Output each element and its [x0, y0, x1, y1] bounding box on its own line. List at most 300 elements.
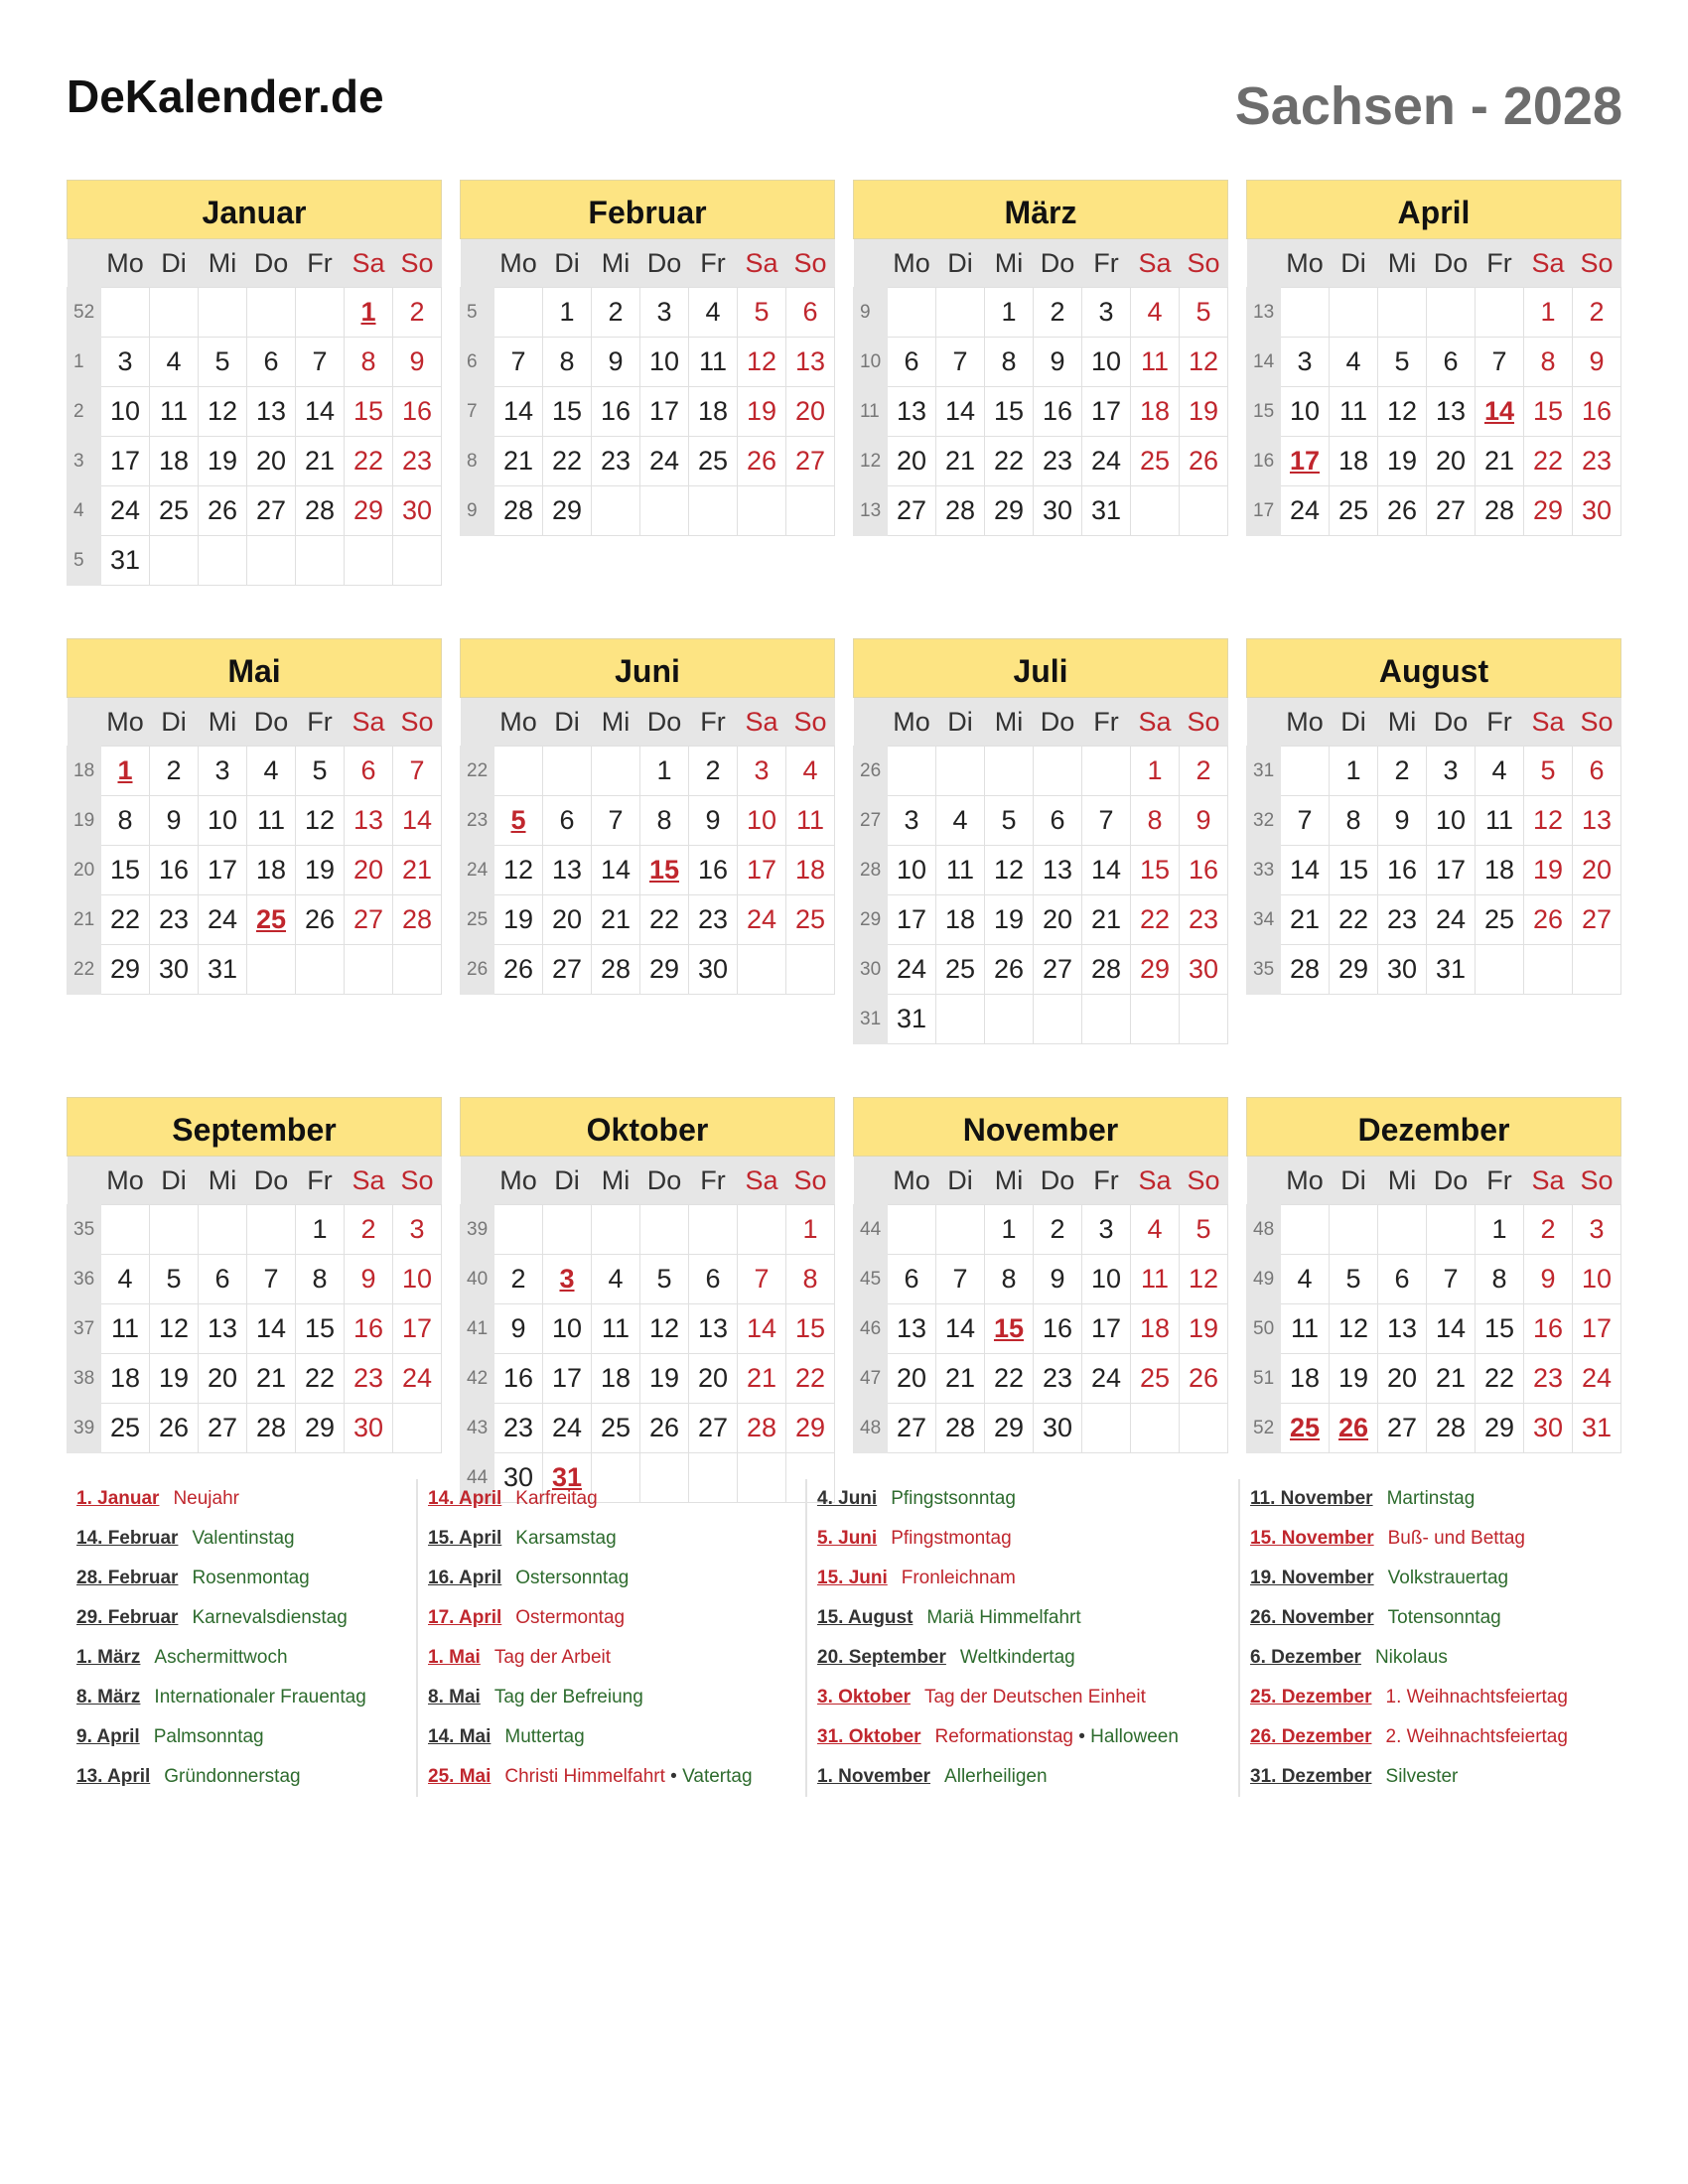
day-cell: 20 — [689, 1354, 738, 1404]
week-number: 1 — [68, 338, 101, 387]
holiday-name: Tag der Arbeit — [493, 1647, 612, 1668]
day-cell: 26 — [1524, 895, 1573, 945]
week-number: 39 — [461, 1205, 494, 1255]
day-cell: 1 — [985, 1205, 1034, 1255]
weekday-header: Mi — [592, 239, 640, 288]
day-cell: 23 — [1524, 1354, 1573, 1404]
day-cell: 14 — [738, 1304, 786, 1354]
empty-day-cell — [786, 945, 835, 995]
weekday-header: Do — [1427, 698, 1476, 747]
week-number: 5 — [68, 536, 101, 586]
week-number: 23 — [461, 796, 494, 846]
day-cell: 16 — [1378, 846, 1427, 895]
day-cell: 4 — [689, 288, 738, 338]
empty-day-cell — [592, 747, 640, 796]
day-cell: 18 — [1330, 437, 1378, 486]
week-number: 14 — [1247, 338, 1281, 387]
day-cell: 23 — [1180, 895, 1228, 945]
day-cell: 4 — [1131, 288, 1180, 338]
day-cell: 25 — [689, 437, 738, 486]
day-cell: 9 — [1034, 1255, 1082, 1304]
weekday-header: Sa — [345, 1157, 393, 1205]
holiday-date: 31. Dezember — [1250, 1766, 1372, 1787]
day-cell: 24 — [888, 945, 936, 995]
day-cell: 2 — [345, 1205, 393, 1255]
weekday-header: Do — [1034, 1157, 1082, 1205]
week-row — [461, 1354, 835, 1404]
bullet-separator: • — [664, 1766, 683, 1787]
holiday-name: Ostersonntag — [515, 1568, 630, 1588]
holiday-column — [805, 1479, 1238, 1797]
weekday-header: So — [1180, 698, 1228, 747]
day-cell: 19 — [1180, 1304, 1228, 1354]
day-cell: 21 — [936, 437, 985, 486]
week-row — [68, 945, 442, 995]
day-cell: 30 — [1034, 486, 1082, 536]
day-cell: 7 — [393, 747, 442, 796]
holiday-item — [76, 1678, 416, 1717]
day-cell: 28 — [494, 486, 543, 536]
day-cell: 11 — [786, 796, 835, 846]
day-cell: 4 — [1281, 1255, 1330, 1304]
week-row — [68, 437, 442, 486]
day-cell: 10 — [888, 846, 936, 895]
week-number-header — [854, 239, 888, 288]
day-cell: 12 — [1330, 1304, 1378, 1354]
holiday-date: 28. Februar — [76, 1568, 179, 1588]
day-cell: 8 — [1131, 796, 1180, 846]
week-number: 48 — [854, 1404, 888, 1453]
day-cell: 21 — [296, 437, 345, 486]
week-row — [1247, 1205, 1621, 1255]
month-11 — [853, 1097, 1228, 1503]
week-number: 43 — [461, 1404, 494, 1453]
weekday-header: Fr — [296, 698, 345, 747]
holiday-item — [1250, 1678, 1621, 1717]
weekday-header: Di — [543, 239, 592, 288]
day-cell: 29 — [640, 945, 689, 995]
day-cell: 16 — [1524, 1304, 1573, 1354]
day-cell: 26 — [296, 895, 345, 945]
week-number: 37 — [68, 1304, 101, 1354]
empty-day-cell — [199, 536, 247, 586]
day-cell: 20 — [1573, 846, 1621, 895]
day-cell: 1 — [1476, 1205, 1524, 1255]
week-number: 31 — [1247, 747, 1281, 796]
day-cell: 23 — [1573, 437, 1621, 486]
week-row — [854, 747, 1228, 796]
day-cell: 14 — [592, 846, 640, 895]
week-number: 48 — [1247, 1205, 1281, 1255]
day-cell: 18 — [101, 1354, 150, 1404]
empty-day-cell — [393, 536, 442, 586]
day-cell: 23 — [150, 895, 199, 945]
weekday-header: Di — [150, 239, 199, 288]
day-cell: 27 — [1378, 1404, 1427, 1453]
weekday-header: Di — [1330, 1157, 1378, 1205]
holiday-name: Aschermittwoch — [154, 1647, 288, 1668]
day-cell: 15 — [296, 1304, 345, 1354]
day-cell: 1 — [543, 288, 592, 338]
day-cell: 5 — [985, 796, 1034, 846]
day-cell: 26 — [199, 486, 247, 536]
day-cell: 7 — [296, 338, 345, 387]
week-number: 41 — [461, 1304, 494, 1354]
day-cell: 17 — [1427, 846, 1476, 895]
week-row — [854, 1205, 1228, 1255]
day-cell: 9 — [1034, 338, 1082, 387]
weekday-header: Sa — [1131, 698, 1180, 747]
month-title: Juli — [853, 638, 1228, 698]
week-row — [68, 1354, 442, 1404]
day-cell: 18 — [786, 846, 835, 895]
week-row — [1247, 747, 1621, 796]
day-cell: 31 — [1573, 1404, 1621, 1453]
week-number-header — [68, 698, 101, 747]
empty-day-cell — [247, 288, 296, 338]
day-cell: 2 — [1034, 288, 1082, 338]
bullet-separator: • — [1072, 1726, 1091, 1747]
holiday-item — [428, 1717, 805, 1757]
day-cell: 17 — [1082, 1304, 1131, 1354]
day-cell: 13 — [888, 387, 936, 437]
day-cell: 13 — [689, 1304, 738, 1354]
month-table — [67, 1157, 442, 1453]
week-number-header — [68, 1157, 101, 1205]
day-cell: 6 — [1573, 747, 1621, 796]
day-cell: 19 — [1378, 437, 1427, 486]
day-cell: 8 — [1524, 338, 1573, 387]
holiday-item — [1250, 1559, 1621, 1598]
week-row — [854, 387, 1228, 437]
weekday-header: Mi — [199, 239, 247, 288]
holiday-day-cell: 5 — [494, 796, 543, 846]
day-cell: 11 — [1131, 338, 1180, 387]
day-cell: 3 — [1281, 338, 1330, 387]
weekday-header: Mi — [592, 1157, 640, 1205]
empty-day-cell — [888, 747, 936, 796]
week-number: 6 — [461, 338, 494, 387]
weekday-header: Di — [150, 1157, 199, 1205]
weekday-header: Di — [936, 239, 985, 288]
weekday-header: Di — [1330, 698, 1378, 747]
day-cell: 7 — [592, 796, 640, 846]
holiday-name: Valentinstag — [192, 1528, 295, 1549]
day-cell: 30 — [393, 486, 442, 536]
empty-day-cell — [150, 1205, 199, 1255]
holiday-name: Rosenmontag — [192, 1568, 310, 1588]
day-cell: 10 — [640, 338, 689, 387]
empty-day-cell — [247, 536, 296, 586]
day-cell: 30 — [345, 1404, 393, 1453]
day-cell: 15 — [1131, 846, 1180, 895]
day-cell: 10 — [1573, 1255, 1621, 1304]
month-table — [460, 239, 835, 536]
week-number: 4 — [68, 486, 101, 536]
holiday-date: 26. Dezember — [1250, 1726, 1372, 1747]
month-12 — [1246, 1097, 1621, 1503]
week-number: 3 — [68, 437, 101, 486]
month-table — [853, 1157, 1228, 1453]
day-cell: 16 — [345, 1304, 393, 1354]
holiday-name: Ostermontag — [515, 1607, 626, 1628]
week-row — [461, 846, 835, 895]
holiday-item — [428, 1757, 805, 1797]
week-number: 34 — [1247, 895, 1281, 945]
month-title: September — [67, 1097, 442, 1157]
week-row — [1247, 846, 1621, 895]
day-cell: 15 — [345, 387, 393, 437]
holiday-date: 9. April — [76, 1726, 140, 1747]
day-cell: 31 — [1427, 945, 1476, 995]
holiday-date: 15. November — [1250, 1528, 1374, 1549]
day-cell: 31 — [1082, 486, 1131, 536]
day-cell: 27 — [199, 1404, 247, 1453]
holiday-item — [817, 1479, 1238, 1519]
day-cell: 1 — [296, 1205, 345, 1255]
week-number: 33 — [1247, 846, 1281, 895]
holiday-name: 1. Weihnachtsfeiertag — [1385, 1687, 1568, 1707]
holiday-date: 13. April — [76, 1766, 151, 1787]
empty-day-cell — [738, 945, 786, 995]
weekday-header: Fr — [296, 1157, 345, 1205]
holiday-date: 15. Juni — [817, 1568, 888, 1588]
day-cell: 10 — [199, 796, 247, 846]
week-number: 13 — [1247, 288, 1281, 338]
weekday-header: So — [393, 239, 442, 288]
month-row — [67, 180, 1621, 586]
day-cell: 5 — [150, 1255, 199, 1304]
week-number: 22 — [461, 747, 494, 796]
day-cell: 25 — [1476, 895, 1524, 945]
week-number: 2 — [68, 387, 101, 437]
weekday-header: Fr — [689, 239, 738, 288]
month-table — [460, 698, 835, 995]
empty-day-cell — [738, 486, 786, 536]
day-cell: 19 — [1180, 387, 1228, 437]
empty-day-cell — [738, 1205, 786, 1255]
week-row — [461, 486, 835, 536]
empty-day-cell — [936, 1205, 985, 1255]
day-cell: 8 — [985, 1255, 1034, 1304]
day-cell: 11 — [592, 1304, 640, 1354]
day-cell: 3 — [1082, 1205, 1131, 1255]
day-cell: 21 — [738, 1354, 786, 1404]
empty-day-cell — [296, 945, 345, 995]
day-cell: 5 — [1330, 1255, 1378, 1304]
day-cell: 12 — [1180, 1255, 1228, 1304]
day-cell: 4 — [936, 796, 985, 846]
day-cell: 8 — [640, 796, 689, 846]
day-cell: 30 — [494, 1453, 543, 1503]
day-cell: 9 — [494, 1304, 543, 1354]
day-cell: 3 — [640, 288, 689, 338]
weekday-header: Do — [1427, 1157, 1476, 1205]
day-cell: 14 — [247, 1304, 296, 1354]
weekday-header: Di — [936, 698, 985, 747]
holiday-name: Fronleichnam — [901, 1568, 1016, 1588]
week-row — [854, 437, 1228, 486]
day-cell: 18 — [1131, 387, 1180, 437]
day-cell: 3 — [101, 338, 150, 387]
day-cell: 7 — [1476, 338, 1524, 387]
week-number: 8 — [461, 437, 494, 486]
day-cell: 19 — [738, 387, 786, 437]
weekday-header: Mo — [888, 239, 936, 288]
day-cell: 3 — [888, 796, 936, 846]
day-cell: 23 — [592, 437, 640, 486]
holiday-item — [76, 1717, 416, 1757]
weekday-header: Sa — [1131, 1157, 1180, 1205]
week-row — [1247, 1354, 1621, 1404]
weekday-header: Do — [640, 1157, 689, 1205]
weekday-header: So — [1180, 1157, 1228, 1205]
weekday-header: So — [1180, 239, 1228, 288]
week-row — [68, 846, 442, 895]
day-cell: 9 — [592, 338, 640, 387]
week-row — [854, 1404, 1228, 1453]
weekday-header: Do — [1034, 698, 1082, 747]
day-cell: 21 — [1082, 895, 1131, 945]
day-cell: 17 — [1573, 1304, 1621, 1354]
weekday-header: Mo — [1281, 239, 1330, 288]
week-row — [854, 995, 1228, 1044]
week-number-header — [461, 698, 494, 747]
day-cell: 9 — [345, 1255, 393, 1304]
day-cell: 18 — [247, 846, 296, 895]
day-cell: 11 — [689, 338, 738, 387]
day-cell: 26 — [640, 1404, 689, 1453]
holiday-column — [67, 1479, 416, 1797]
day-cell: 23 — [345, 1354, 393, 1404]
day-cell: 17 — [888, 895, 936, 945]
week-number: 17 — [1247, 486, 1281, 536]
day-cell: 6 — [1378, 1255, 1427, 1304]
holiday-date: 4. Juni — [817, 1488, 878, 1509]
day-cell: 13 — [1573, 796, 1621, 846]
day-cell: 12 — [494, 846, 543, 895]
holiday-day-cell: 14 — [1476, 387, 1524, 437]
day-cell: 3 — [393, 1205, 442, 1255]
month-4 — [1246, 180, 1621, 586]
day-cell: 21 — [1427, 1354, 1476, 1404]
day-cell: 1 — [1330, 747, 1378, 796]
day-cell: 16 — [1034, 387, 1082, 437]
holiday-date: 8. März — [76, 1687, 141, 1707]
empty-day-cell — [640, 486, 689, 536]
weekday-header: Mi — [1378, 239, 1427, 288]
day-cell: 29 — [786, 1404, 835, 1453]
holiday-date: 26. November — [1250, 1607, 1374, 1628]
empty-day-cell — [150, 288, 199, 338]
week-row — [1247, 288, 1621, 338]
holiday-date: 1. März — [76, 1647, 141, 1668]
week-number-header — [1247, 239, 1281, 288]
week-number: 46 — [854, 1304, 888, 1354]
holiday-name: Neujahr — [173, 1488, 239, 1509]
day-cell: 4 — [592, 1255, 640, 1304]
holiday-date: 5. Juni — [817, 1528, 878, 1549]
day-cell: 7 — [1082, 796, 1131, 846]
weekday-header: Fr — [296, 239, 345, 288]
day-cell: 15 — [543, 387, 592, 437]
day-cell: 6 — [543, 796, 592, 846]
week-row — [68, 1205, 442, 1255]
week-row — [68, 1304, 442, 1354]
day-cell: 15 — [101, 846, 150, 895]
day-cell: 30 — [1180, 945, 1228, 995]
weekday-header: Mo — [101, 698, 150, 747]
day-cell: 21 — [1281, 895, 1330, 945]
month-table — [853, 239, 1228, 536]
day-cell: 5 — [738, 288, 786, 338]
holiday-name: Nikolaus — [1374, 1647, 1448, 1668]
week-row — [68, 338, 442, 387]
day-cell: 16 — [393, 387, 442, 437]
day-cell: 20 — [199, 1354, 247, 1404]
day-cell: 30 — [1573, 486, 1621, 536]
month-10 — [460, 1097, 835, 1503]
day-cell: 8 — [543, 338, 592, 387]
weekday-header: So — [786, 698, 835, 747]
holiday-day-cell: 3 — [543, 1255, 592, 1304]
day-cell: 9 — [150, 796, 199, 846]
day-cell: 5 — [1378, 338, 1427, 387]
day-cell: 10 — [1082, 338, 1131, 387]
day-cell: 13 — [1034, 846, 1082, 895]
weekday-header: Do — [1427, 239, 1476, 288]
day-cell: 17 — [393, 1304, 442, 1354]
day-cell: 31 — [199, 945, 247, 995]
day-cell: 28 — [936, 486, 985, 536]
empty-day-cell — [101, 1205, 150, 1255]
week-row — [854, 1255, 1228, 1304]
day-cell: 2 — [1378, 747, 1427, 796]
holiday-item — [428, 1598, 805, 1638]
day-cell: 12 — [738, 338, 786, 387]
holiday-date: 15. August — [817, 1607, 914, 1628]
week-number: 22 — [68, 945, 101, 995]
week-number: 47 — [854, 1354, 888, 1404]
day-cell: 27 — [247, 486, 296, 536]
month-title: Mai — [67, 638, 442, 698]
day-cell: 14 — [936, 387, 985, 437]
day-cell: 6 — [1034, 796, 1082, 846]
day-cell: 8 — [786, 1255, 835, 1304]
weekday-header: Di — [150, 698, 199, 747]
day-cell: 26 — [150, 1404, 199, 1453]
weekday-header: Sa — [1524, 698, 1573, 747]
day-cell: 4 — [786, 747, 835, 796]
day-cell: 3 — [1082, 288, 1131, 338]
week-row — [461, 1205, 835, 1255]
holiday-day-cell: 25 — [247, 895, 296, 945]
day-cell: 28 — [1082, 945, 1131, 995]
day-cell: 19 — [640, 1354, 689, 1404]
holiday-item — [76, 1598, 416, 1638]
day-cell: 28 — [1427, 1404, 1476, 1453]
day-cell: 29 — [1476, 1404, 1524, 1453]
day-cell: 16 — [494, 1354, 543, 1404]
weekday-header: Do — [1034, 239, 1082, 288]
week-number: 19 — [68, 796, 101, 846]
day-cell: 14 — [1082, 846, 1131, 895]
holiday-name: Pfingstmontag — [891, 1528, 1012, 1549]
holiday-name: Allerheiligen — [944, 1766, 1048, 1787]
week-number: 40 — [461, 1255, 494, 1304]
month-3 — [853, 180, 1228, 586]
month-title: Juni — [460, 638, 835, 698]
